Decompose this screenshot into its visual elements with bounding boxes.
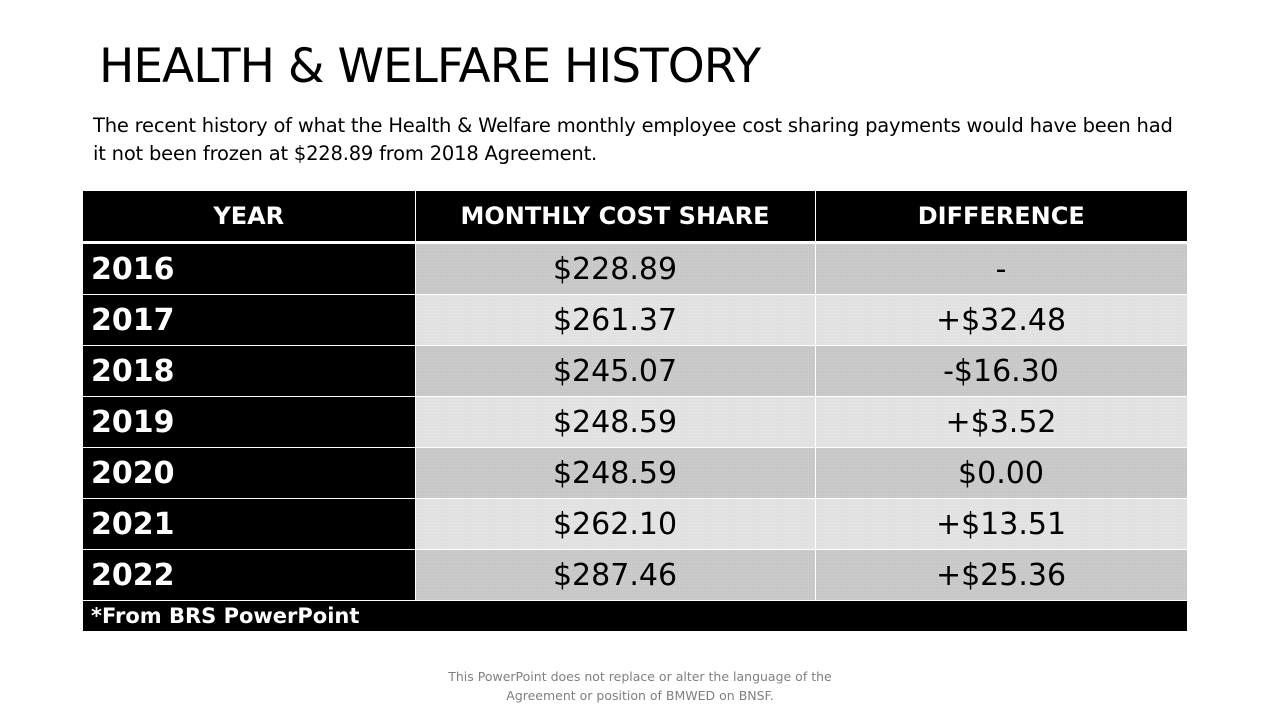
table-row bbox=[83, 243, 1187, 295]
slide-subtitle bbox=[93, 112, 1203, 168]
year-cell: 2017 bbox=[83, 295, 415, 346]
cost-cell: $261.37 bbox=[415, 295, 815, 346]
disclaimer-line-1: This PowerPoint does not replace or alter the language of the bbox=[448, 669, 832, 684]
subtitle-line-1: The recent history of what the Health & Welfare monthly employee cost sharing payments would have been had bbox=[93, 114, 1173, 137]
year-cell: 2020 bbox=[83, 448, 415, 499]
cost-cell: $248.59 bbox=[415, 448, 815, 499]
difference-cell: - bbox=[815, 243, 1187, 295]
table-footnote: *From BRS PowerPoint bbox=[83, 601, 1187, 632]
footnote-row bbox=[83, 601, 1187, 632]
subtitle-line-2: it not been frozen at $228.89 from 2018 Agreement. bbox=[93, 142, 598, 165]
year-cell: 2022 bbox=[83, 550, 415, 601]
table-row bbox=[83, 346, 1187, 397]
header-difference: DIFFERENCE bbox=[815, 191, 1187, 243]
difference-cell: +$32.48 bbox=[815, 295, 1187, 346]
table-row bbox=[83, 448, 1187, 499]
year-cell: 2018 bbox=[83, 346, 415, 397]
table-row bbox=[83, 499, 1187, 550]
cost-cell: $287.46 bbox=[415, 550, 815, 601]
cost-cell: $228.89 bbox=[415, 243, 815, 295]
slide-title: HEALTH & WELFARE HISTORY bbox=[99, 39, 761, 94]
cost-cell: $248.59 bbox=[415, 397, 815, 448]
table-header-row bbox=[83, 191, 1187, 243]
footer-disclaimer bbox=[390, 667, 890, 705]
header-monthly-cost-share: MONTHLY COST SHARE bbox=[415, 191, 815, 243]
cost-cell: $245.07 bbox=[415, 346, 815, 397]
year-cell: 2019 bbox=[83, 397, 415, 448]
difference-cell: -$16.30 bbox=[815, 346, 1187, 397]
difference-cell: +$25.36 bbox=[815, 550, 1187, 601]
year-cell: 2016 bbox=[83, 243, 415, 295]
year-cell: 2021 bbox=[83, 499, 415, 550]
difference-cell: +$13.51 bbox=[815, 499, 1187, 550]
cost-share-table bbox=[83, 191, 1188, 631]
header-year: YEAR bbox=[83, 191, 415, 243]
difference-cell: $0.00 bbox=[815, 448, 1187, 499]
disclaimer-line-2: Agreement or position of BMWED on BNSF. bbox=[506, 688, 774, 703]
table-row bbox=[83, 550, 1187, 601]
difference-cell: +$3.52 bbox=[815, 397, 1187, 448]
cost-cell: $262.10 bbox=[415, 499, 815, 550]
table-row bbox=[83, 397, 1187, 448]
table-row bbox=[83, 295, 1187, 346]
